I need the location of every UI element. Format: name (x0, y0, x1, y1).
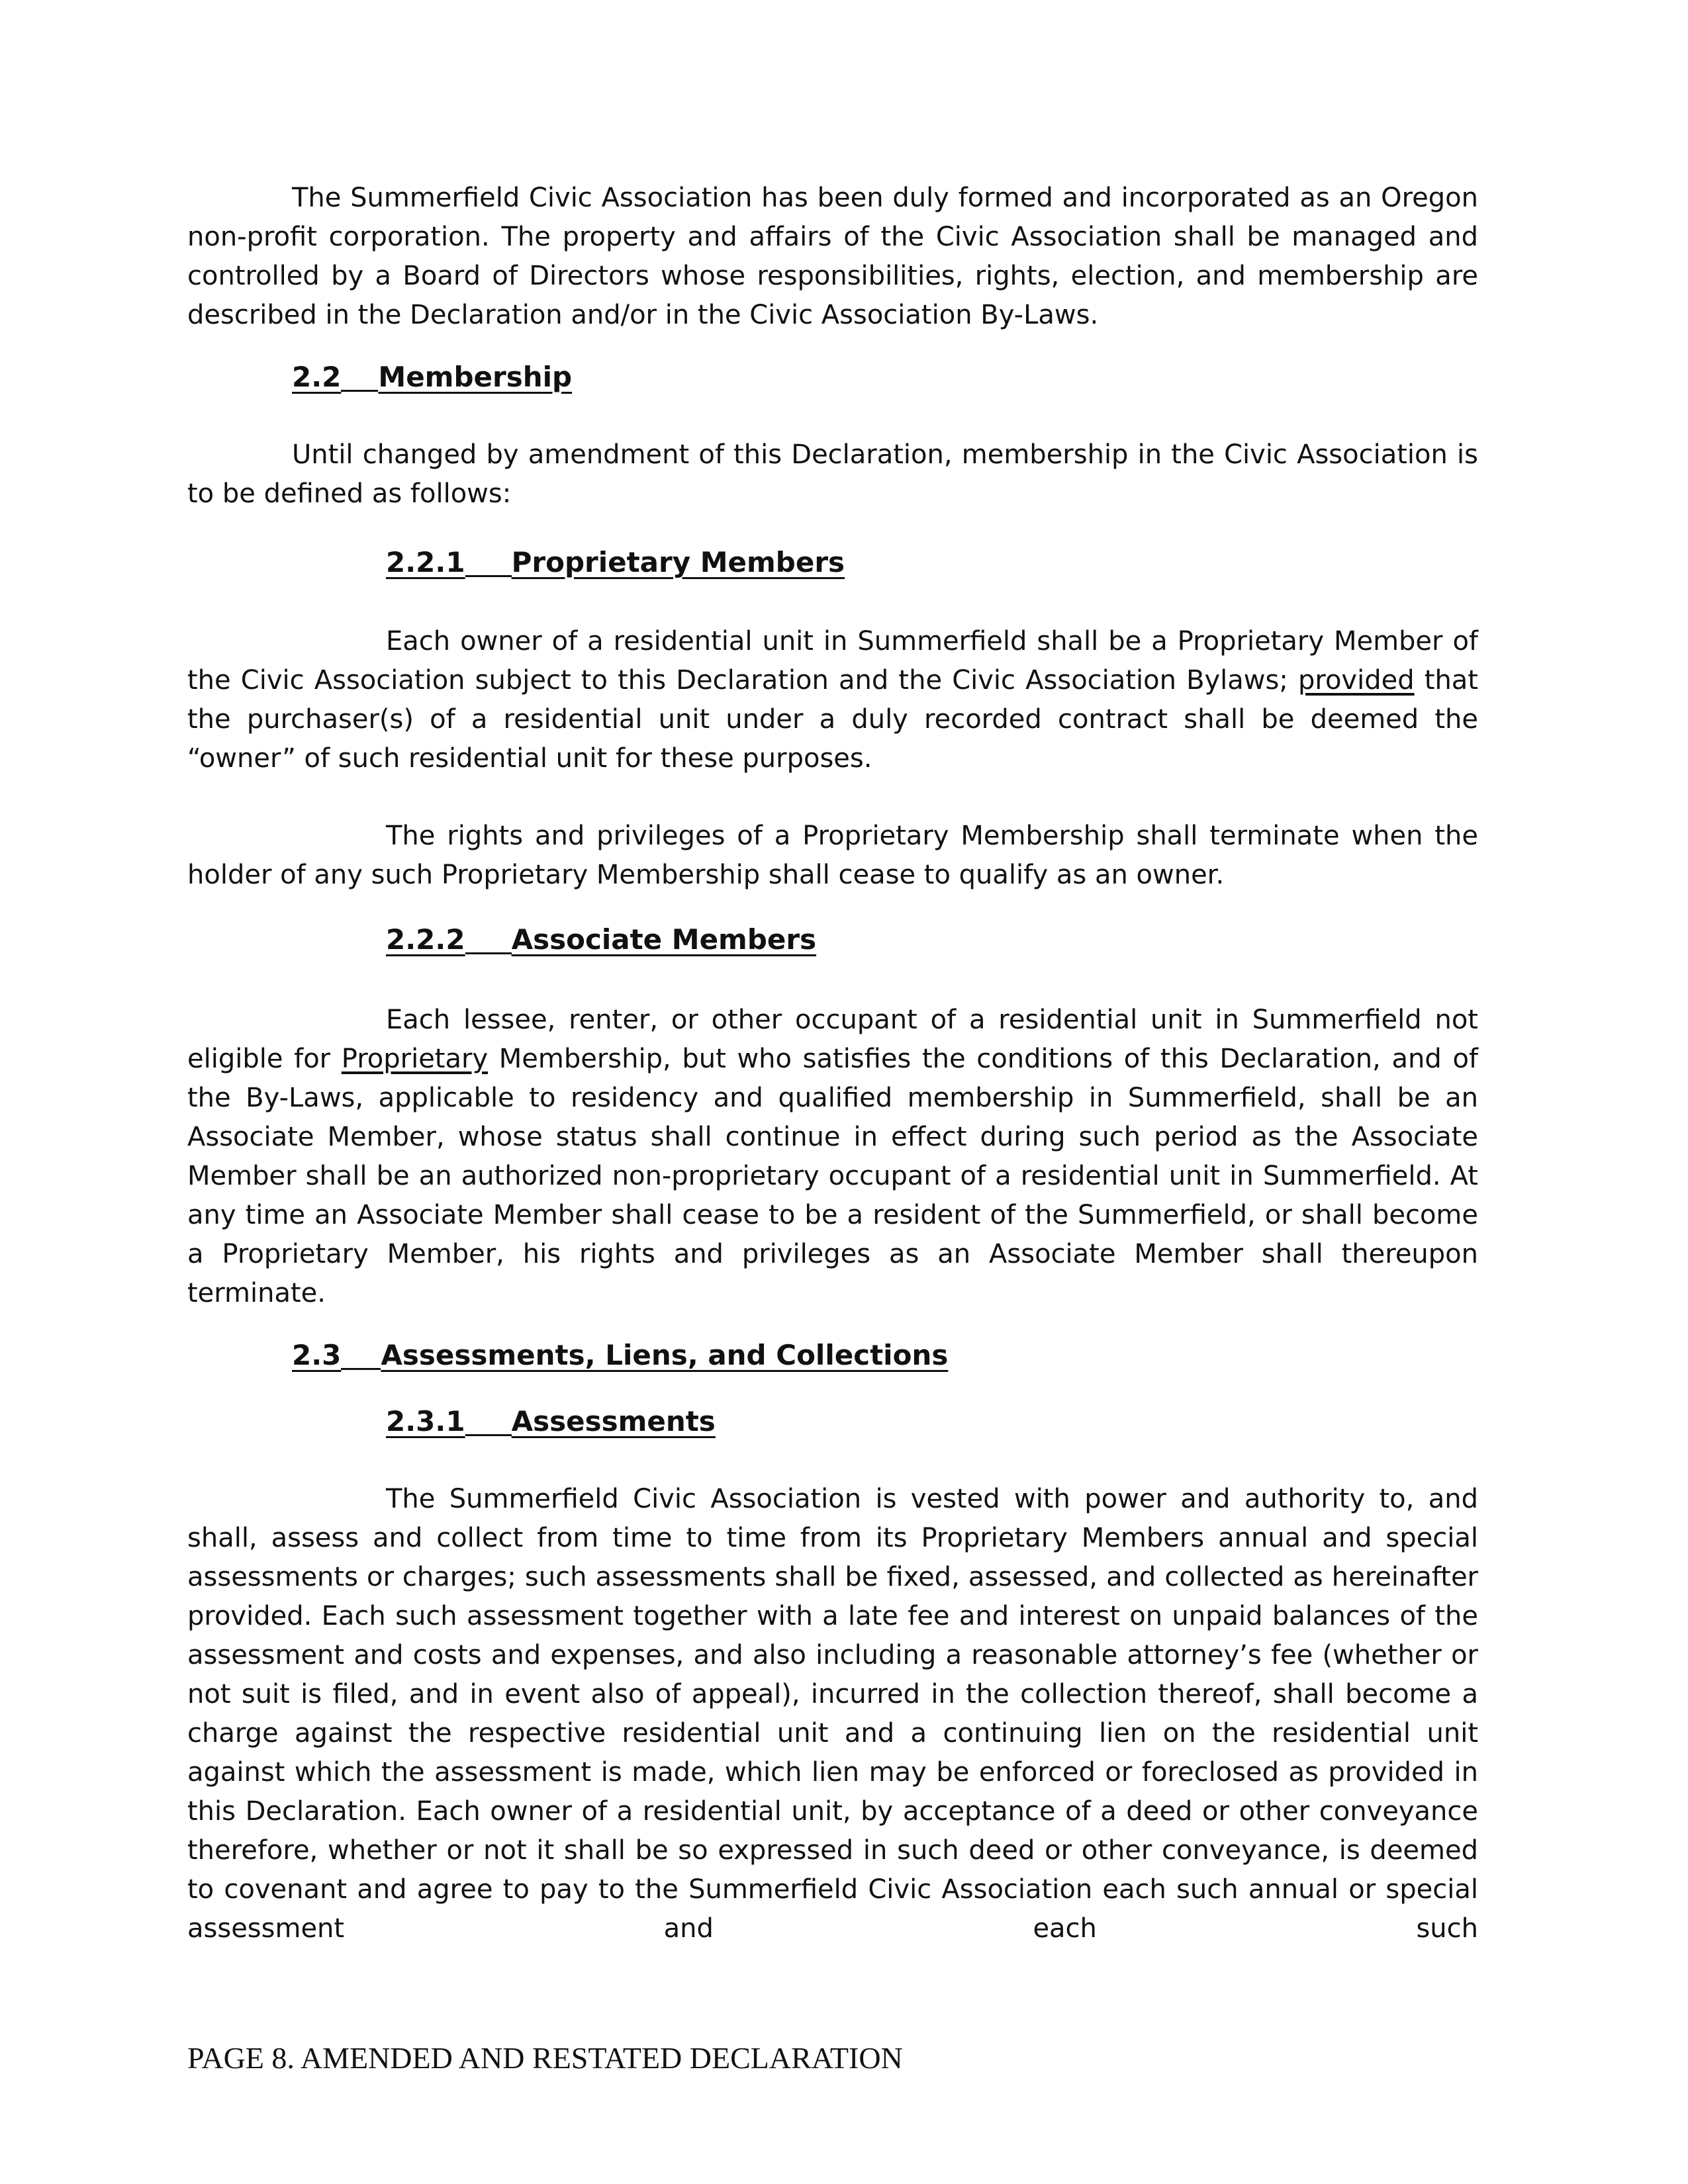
paragraph-text: that the purchaser(s) of a residential unit under a duly recorded contract shall be deemed the “owner” of such residential unit for these purposes. (187, 665, 1478, 774)
section-number: 2.3 (292, 1339, 342, 1371)
proprietary-members-paragraph-1 (187, 622, 1478, 778)
section-title: Proprietary Members (511, 546, 845, 578)
section-number: 2.2.1 (386, 546, 465, 578)
section-heading-2-2-1 (386, 543, 845, 582)
assessments-paragraph: The Summerfield Civic Association is vested with power and authority to, and shall, assess and collect from time to time from its Proprietary Members annual and special assessments or charges; such assessments shall be fixed, assessed, and collected as hereinafter provided. Each such assessment together with a late fee and interest on unpaid balances of the assessment and costs and expenses, and also including a reasonable attorney’s fee (whether or not suit is filed, and in event also of appeal), incurred in the collection thereof, shall become a charge against the respective residential unit and a continuing lien on the residential unit against which the assessment is made, which lien may be enforced or foreclosed as provided in this Declaration. Each owner of a residential unit, by acceptance of a deed or other conveyance therefore, whether or not it shall be so expressed in such deed or other conveyance, is deemed to covenant and agree to pay to the Summerfield Civic Association each such annual or special assessment and each such (187, 1484, 1478, 1944)
section-title: Associate Members (511, 923, 817, 956)
proprietary-members-paragraph-2: The rights and privileges of a Proprietary Membership shall terminate when the holder of any such Proprietary Membership shall cease to qualify as an owner. (187, 821, 1478, 890)
paragraph-text: Membership, but who satisfies the conditions of this Declaration, and of the By-Laws, applicable to residency and qualified membership in Summerfield, shall be an Associate Member, whose status shall continue in effect during such period as the Associate Member shall be an authorized non-proprietary occupant of a residential unit in Summerfield. At any time an Associate Member shall cease to be a resident of the Summerfield, or shall become a Proprietary Member, his rights and privileges as an Associate Member shall thereupon terminate. (187, 1044, 1479, 1308)
section-number: 2.2.2 (386, 923, 465, 956)
page-footer: PAGE 8. AMENDED AND RESTATED DECLARATION (187, 2041, 903, 2075)
section-number: 2.2 (292, 361, 342, 393)
membership-paragraph: Until changed by amendment of this Declaration, membership in the Civic Association is to be defined as follows: (187, 439, 1478, 509)
section-title: Assessments, Liens, and Collections (381, 1339, 949, 1371)
intro-paragraph: The Summerfield Civic Association has been duly formed and incorporated as an Oregon non-profit corporation. The property and affairs of the Civic Association shall be managed and controlled by a Board of Directors whose responsibilities, rights, election, and membership are described in the Declaration and/or in the Civic Association By-Laws. (187, 183, 1478, 330)
paragraph-text: Each owner of a residential unit in Summerfield shall be a Proprietary Member of the Civic Association subject to this Declaration and the Civic Association Bylaws; (187, 626, 1478, 696)
underlined-term: Proprietary (341, 1044, 489, 1074)
section-number: 2.3.1 (386, 1405, 465, 1437)
section-heading-2-3 (292, 1336, 948, 1375)
section-heading-2-2 (292, 357, 572, 397)
associate-members-paragraph (187, 1001, 1478, 1313)
underlined-term: provided (1298, 665, 1415, 696)
section-heading-2-2-2 (386, 920, 816, 960)
section-title: Membership (378, 361, 573, 393)
paragraph-text: Each lessee, renter, or other occupant of a residential unit in Summerfield not eligible for (187, 1005, 1478, 1074)
section-heading-2-3-1 (386, 1402, 716, 1441)
section-title: Assessments (511, 1405, 716, 1437)
